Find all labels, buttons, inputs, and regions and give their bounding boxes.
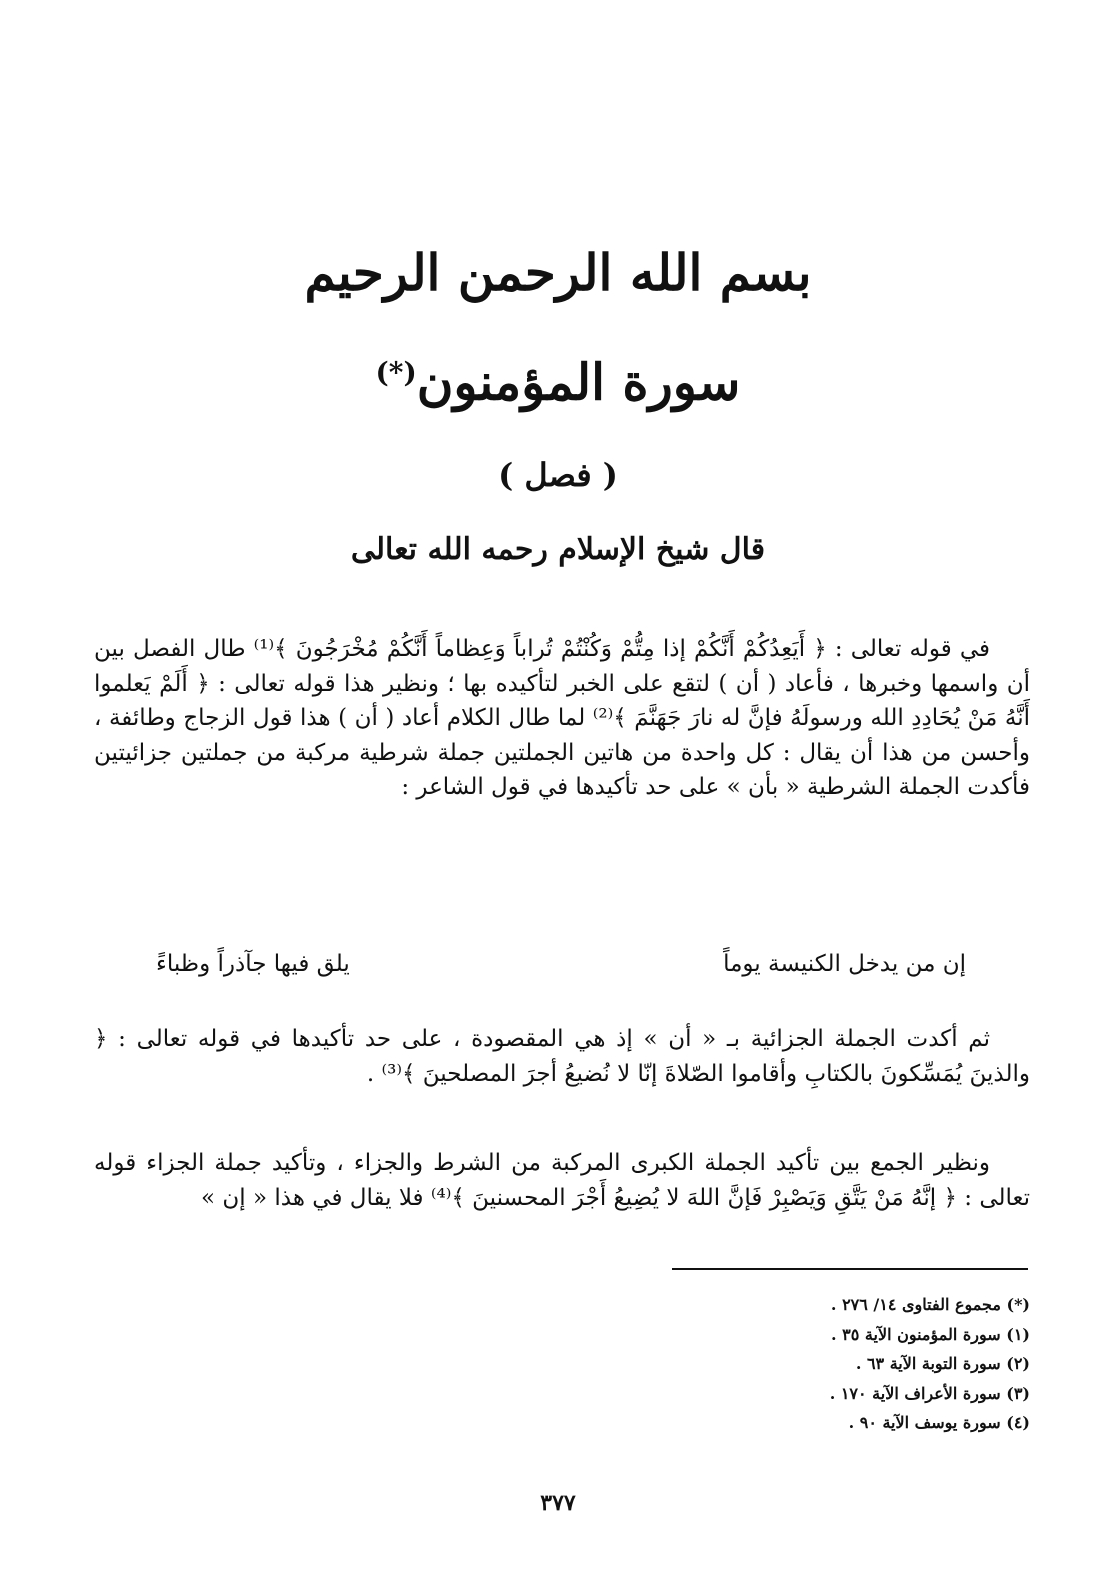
basmala-heading: بسم الله الرحمن الرحيم [304, 243, 812, 302]
surah-title-text: سورة المؤمنون [416, 352, 741, 412]
page-number: ٣٧٧ [540, 1490, 576, 1516]
footnote-item: (٤) سورة يوسف الآية ٩٠ . [848, 1413, 1030, 1432]
footnote-item: (*) مجموع الفتاوى ١٤/ ٢٧٦ . [830, 1295, 1030, 1314]
paragraph-2 [94, 1022, 1030, 1091]
poetry-verse [156, 944, 966, 984]
paragraph-3-text: ونظير الجمع بين تأكيد الجملة الكبرى المركبة من الشرط والجزاء ، وتأكيد جملة الجزاء قوله تعالى : ﴿ إنَّهُ مَنْ يَتَّقِ وَيَصْبِرْ فَإنَّ اللهَ لا يُضِيعُ أَجْرَ المحسنينَ ﴾⁽⁴⁾ فلا يقال في هذا « إن » [94, 1150, 1030, 1211]
paragraph-1-text: في قوله تعالى : ﴿ أَيَعِدُكُمْ أَنَّكُمْ إذا مِتُّمْ وَكُنْتُمْ تُراباً وَعِظاماً أَنَّكُمْ مُخْرَجُونَ ﴾⁽¹⁾ طال الفصل بين أن واسمها وخبرها ، فأعاد ( أن ) لتقع على الخبر لتأكيده بها ؛ ونظير هذا قوله تعالى : ﴿ أَلَمْ يَعلموا أَنَّهُ مَنْ يُحَادِدِ الله ورسولَهُ فإنَّ له نارَ جَهَنَّمَ ﴾⁽²⁾ لما طال الكلام أعاد ( أن ) هذا قول الزجاج وطائفة ، وأحسن من هذا أن يقال : كل واحدة من هاتين الجملتين جملة شرطية مركبة من جملتين جزائيتين فأكدت الجملة الشرطية « بأن » على حد تأكيدها في قول الشاعر : [94, 636, 1030, 800]
paragraph-2-text: ثم أكدت الجملة الجزائية بـ « أن » إذ هي المقصودة ، على حد تأكيدها في قوله تعالى : ﴿ والذينَ يُمَسِّكونَ بالكتابِ وأقاموا الصّلاةَ إنّا لا نُضيعُ أجرَ المصلحينَ ﴾⁽³⁾ . [94, 1026, 1030, 1087]
footnote-separator [672, 1268, 1028, 1270]
footnote-item: (٢) سورة التوبة الآية ٦٣ . [855, 1354, 1030, 1373]
footnotes-list [610, 1290, 1030, 1438]
paragraph-1 [94, 632, 1030, 805]
verse-hemistich-second: يلق فيها جآذراً وظباءً [156, 951, 350, 977]
surah-title [0, 338, 1116, 418]
paragraph-3 [94, 1146, 1030, 1215]
section-title: ( فصل ) [498, 456, 618, 494]
intro-line: قال شيخ الإسلام رحمه الله تعالى [350, 532, 766, 567]
footnote-item: (١) سورة المؤمنون الآية ٣٥ . [831, 1324, 1030, 1344]
footnote-item: (٣) سورة الأعراف الآية ١٧٠ . [829, 1383, 1030, 1403]
verse-hemistich-first: إن من يدخل الكنيسة يوماً [723, 951, 966, 977]
surah-footnote-marker: (*) [375, 356, 417, 389]
